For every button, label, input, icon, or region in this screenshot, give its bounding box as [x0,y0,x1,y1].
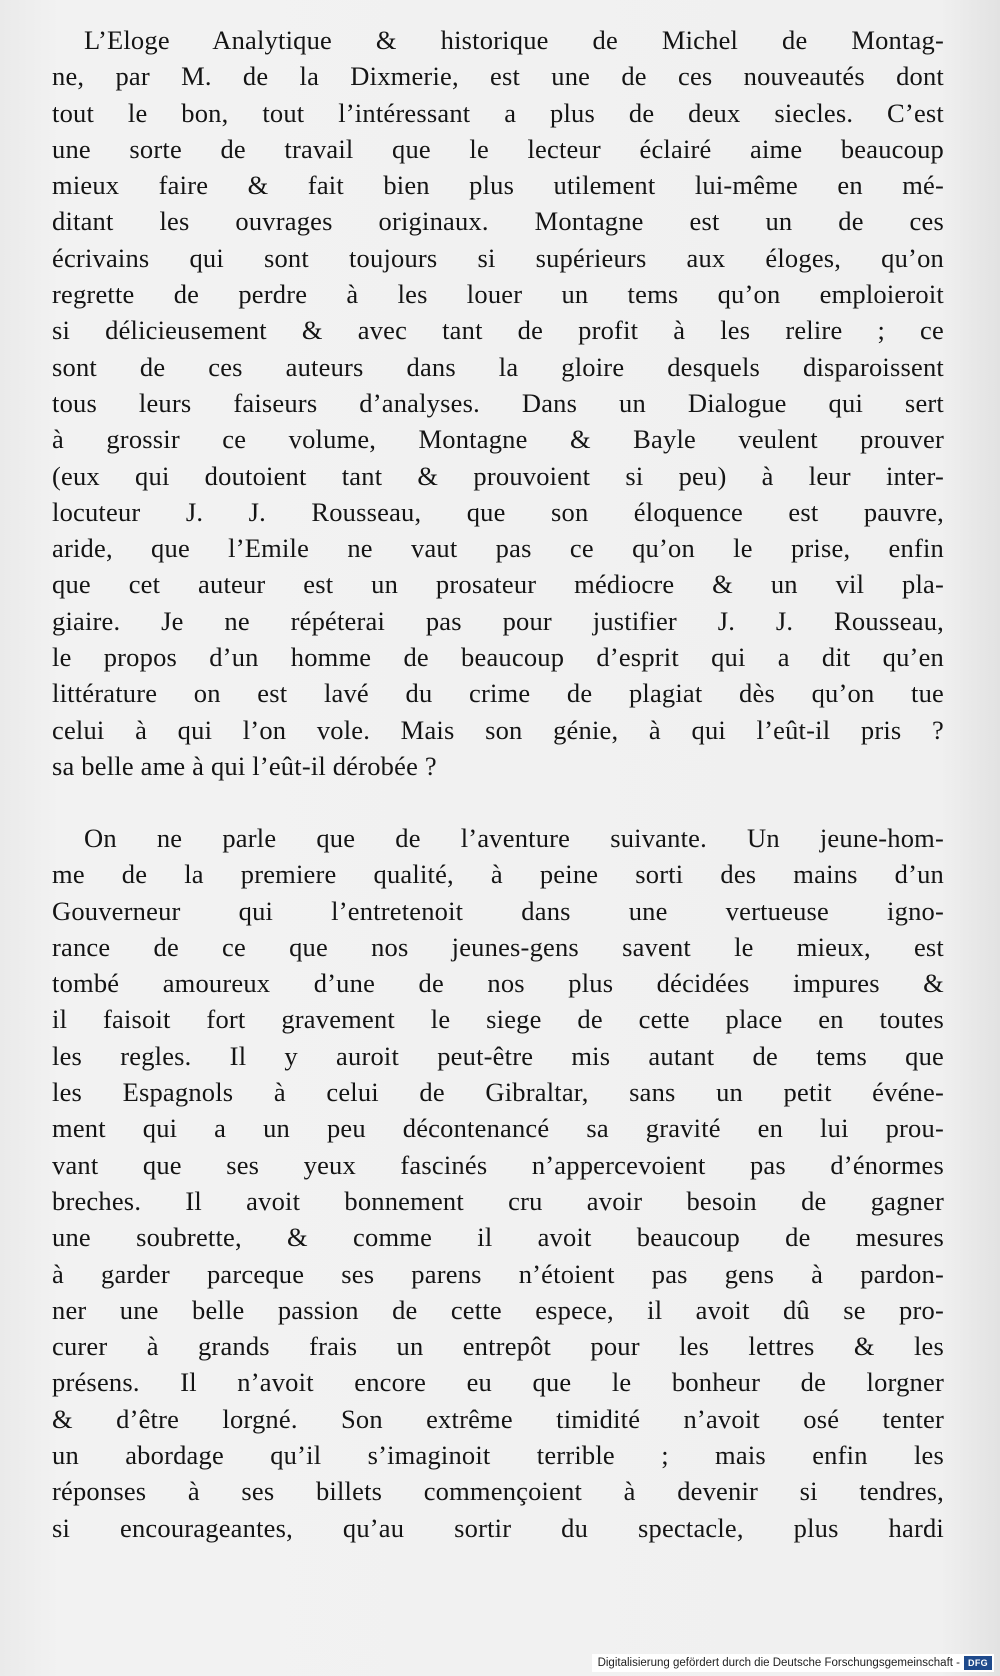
text-line: (eux qui doutoient tant & prouvoient si peu) à leur inter- [52,460,944,491]
text-line: & d’être lorgné. Son extrême timidité n’avoit osé tenter [52,1403,944,1434]
text-line: vant que ses yeux fascinés n’appercevoient pas d’énormes [52,1149,944,1180]
text-line: sont de ces auteurs dans la gloire desquels disparoissent [52,351,944,382]
text-line: tombé amoureux d’une de nos plus décidées impures & [52,968,944,999]
text-line: ment qui a un peu décontenancé sa gravité en lui prou- [52,1113,944,1144]
text-line: les regles. Il y auroit peut-être mis autant de tems que [52,1040,944,1071]
text-line: tout le bon, tout l’intéressant a plus de deux siecles. C’est [52,97,944,128]
text-line: ner une belle passion de cette espece, il avoit dû se pro- [52,1294,944,1325]
text-line: un abordage qu’il s’imaginoit terrible ; mais enfin les [52,1440,944,1471]
text-line: On ne parle que de l’aventure suivante. Un jeune-hom- [84,823,944,853]
text-line: locuteur J. J. Rousseau, que son éloquence est pauvre, [52,496,944,527]
text-line: tous leurs faiseurs d’analyses. Dans un Dialogue qui sert [52,387,944,418]
funding-footer [592,1654,994,1672]
text-line: littérature on est lavé du crime de plagiat dès qu’on tue [52,678,944,709]
text-line: si délicieusement & avec tant de profit à les relire ; ce [52,315,944,346]
text-line: à grossir ce volume, Montagne & Bayle veulent prouver [52,424,944,455]
text-line: giaire. Je ne répéterai pas pour justifier J. J. Rousseau, [52,605,944,636]
text-line: sa belle ame à qui l’eût-il dérobée ? [52,750,437,781]
paragraph-1 [52,22,944,784]
funding-note: Digitalisierung gefördert durch die Deutsche Forschungsgemeinschaft - [597,1657,960,1669]
text-line: une soubrette, & comme il avoit beaucoup de mesures [52,1222,944,1253]
text-line: que cet auteur est un prosateur médiocre & un vil pla- [52,569,944,600]
text-line: le propos d’un homme de beaucoup d’esprit qui a dit qu’en [52,642,944,673]
text-line: regrette de perdre à les louer un tems qu’on emploieroit [52,279,944,310]
text-line: ne, par M. de la Dixmerie, est une de ces nouveautés dont [52,61,944,92]
text-line: réponses à ses billets commençoient à devenir si tendres, [52,1476,944,1507]
text-line: L’Eloge Analytique & historique de Michel de Montag- [84,25,944,55]
text-line: me de la premiere qualité, à peine sorti des mains d’un [52,859,944,890]
paragraph-2 [52,820,944,1546]
text-line: celui à qui l’on vole. Mais son génie, à qui l’eût-il pris ? [52,714,944,745]
dfg-logo: DFG [964,1656,992,1670]
text-line: si encourageantes, qu’au sortir du spectacle, plus hardi [52,1512,944,1543]
text-line: à garder parceque ses parens n’étoient pas gens à pardon- [52,1258,944,1289]
text-line: une sorte de travail que le lecteur éclairé aime beaucoup [52,133,944,164]
text-line: Gouverneur qui l’entretenoit dans une vertueuse igno- [52,895,944,926]
text-line: il faisoit fort gravement le siege de cette place en toutes [52,1004,944,1035]
text-line: les Espagnols à celui de Gibraltar, sans un petit événe- [52,1077,944,1108]
text-line: breches. Il avoit bonnement cru avoir besoin de gagner [52,1185,944,1216]
text-line: écrivains qui sont toujours si supérieurs aux éloges, qu’on [52,242,944,273]
text-line: mieux faire & fait bien plus utilement lui-même en mé- [52,170,944,201]
text-line: présens. Il n’avoit encore eu que le bonheur de lorgner [52,1367,944,1398]
text-line: ditant les ouvrages originaux. Montagne est un de ces [52,206,944,237]
text-line: rance de ce que nos jeunes-gens savent le mieux, est [52,931,944,962]
text-line: aride, que l’Emile ne vaut pas ce qu’on le prise, enfin [52,533,944,564]
text-line: curer à grands frais un entrepôt pour les lettres & les [52,1331,944,1362]
